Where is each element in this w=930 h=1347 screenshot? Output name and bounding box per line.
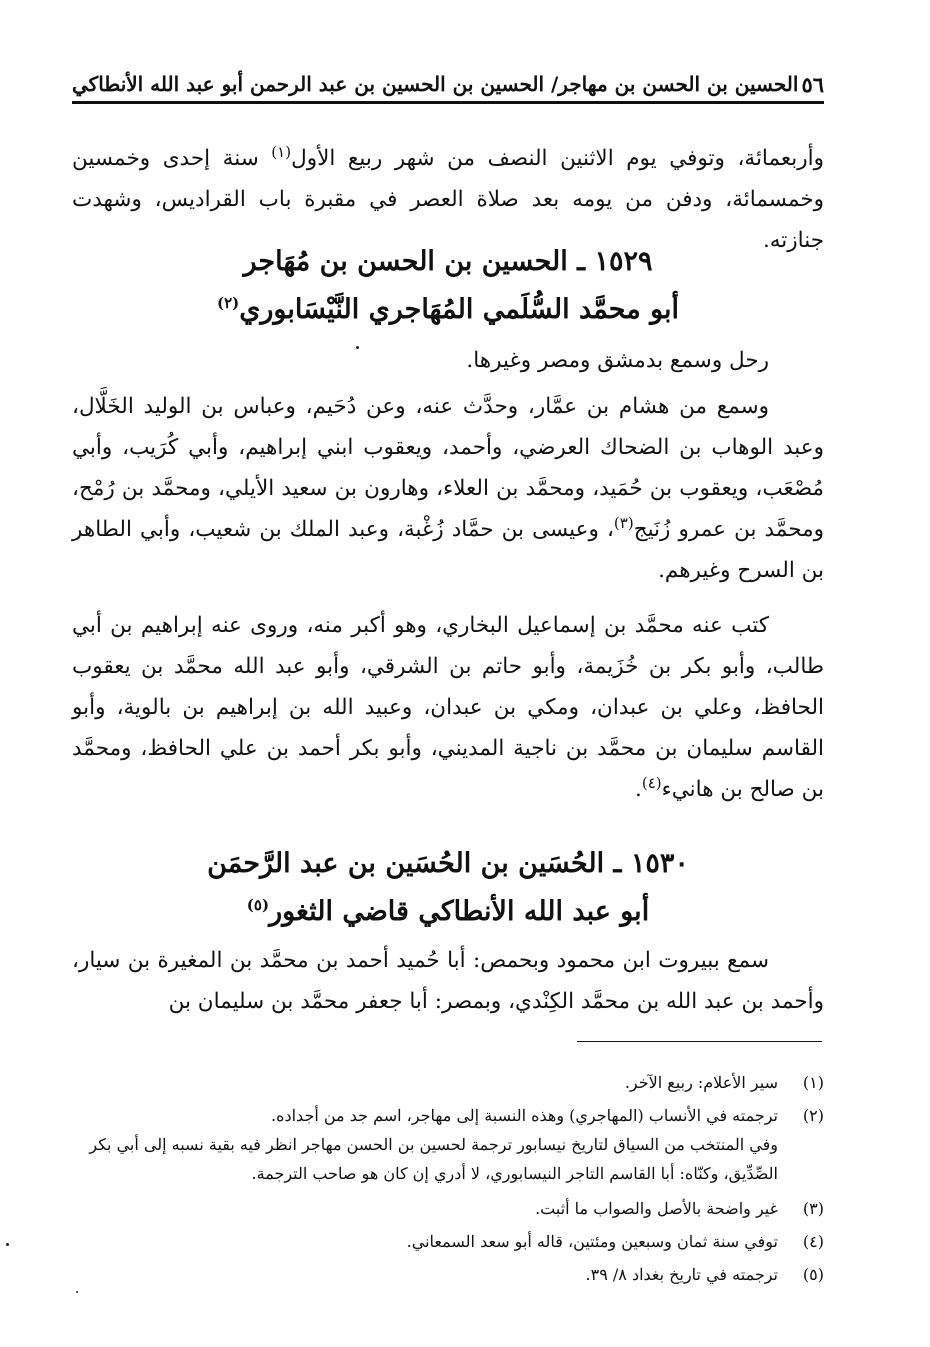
footnote-number: (١) [802, 1073, 824, 1092]
footnote-text: ترجمته في تاريخ بغداد ٨/ ٣٩. [585, 1265, 778, 1284]
entry-1529-para-1-text: رحل وسمع بدمشق ومصر وغيرها. [466, 348, 769, 373]
entry-1529-kunya: أبو محمَّد السُّلَمي المُهَاجري النَّيْسَابوري [239, 294, 680, 325]
entry-1529-heading [72, 238, 824, 334]
scan-speck [6, 1243, 9, 1246]
entry-1529-para-3 [72, 605, 824, 810]
page-header [72, 62, 824, 102]
footnote-text: توفي سنة ثمان وسبعين ومئتين، قاله أبو سعد السمعاني. [406, 1232, 778, 1251]
entry-1530-title: ١٥٣٠ ـ الحُسَين بن الحُسَين بن عبد الرَّحمَن [207, 848, 689, 879]
footnote-2 [72, 1101, 824, 1130]
footnote-number: (٢) [802, 1106, 824, 1125]
entry-1529-title: ١٥٢٩ ـ الحسين بن الحسن بن مُهَاجر [243, 246, 653, 277]
entry-1529-para-3-end: . [635, 777, 642, 802]
footnote-5 [72, 1260, 824, 1289]
footnote-number: (٥) [802, 1265, 824, 1284]
entry-1529-para-2 [72, 386, 824, 591]
footnote-text: سير الأعلام: ربيع الآخر. [624, 1073, 778, 1092]
footnote-ref-2[interactable]: (٢) [216, 294, 240, 312]
page-number: ٥٦ [801, 72, 824, 97]
entry-1530-subtitle [72, 888, 824, 936]
running-title: الحسين بن الحسن بن مهاجر/ الحسين بن الحسين بن عبد الرحمن أبو عبد الله الأنطاكي [72, 72, 799, 96]
footnote-number: (٤) [802, 1232, 824, 1251]
footnote-ref-4[interactable]: (٤) [641, 773, 662, 792]
footnotes [72, 1068, 824, 1293]
scan-speck [76, 1291, 78, 1293]
footnote-text: ترجمته في الأنساب (المهاجري) وهذه النسبة إلى مهاجر، اسم جد من أجداده. [271, 1106, 778, 1125]
intro-text-start: وأربعمائة، وتوفي يوم الاثنين النصف من شهر ربيع الأول [291, 146, 825, 171]
footnote-text: غير واضحة بالأصل والصواب ما أثبت. [535, 1199, 778, 1218]
intro-text-end: سنة إحدى وخمسين وخمسمائة، ودفن من يومه بعد صلاة العصر في مقبرة باب القراديس، وشهدت جنازته. [72, 146, 824, 253]
entry-1530-kunya: أبو عبد الله الأنطاكي قاضي الثغور [269, 896, 650, 927]
entry-1529-para-2-start: وسمع من هشام بن عمَّار، وحدَّث عنه، وعن دُحَيم، وعباس بن الوليد الخَلَّال، وعبد الوهاب بن الضحاك العرضي، وأحمد، ويعقوب ابني إبراهيم، وأبي كُرَيب، وأبي مُصْعَب، ويعقوب بن حُمَيد، ومحمَّد بن العلاء، وهارون بن سعيد الأيلي، ومحمَّد بن رُمْح، ومحمَّد بن عمرو زُنَيج [72, 394, 824, 542]
footnote-number: (٣) [802, 1199, 824, 1218]
footnote-ref-5[interactable]: (٥) [246, 896, 270, 914]
footnote-ref-3[interactable]: (٣) [613, 513, 634, 532]
entry-1530-para-1-text: سمع ببيروت ابن محمود وبحمص: أبا حُميد أحمد بن محمَّد بن المغيرة بن سيار، وأحمد بن عبد الله بن محمَّد الكِنْدي، وبمصر: أبا جعفر محمَّد بن سليمان بن [72, 948, 824, 1014]
entry-1529-para-2-end: ، وعيسى بن حمَّاد زُغْبة، وعبد الملك بن شعيب، وأبي الطاهر بن السرح وغيرهم. [72, 517, 824, 583]
footnote-ref-1[interactable]: (١) [271, 142, 292, 161]
entry-1530-para-1 [72, 940, 824, 1022]
footnote-rule [577, 1041, 822, 1042]
footnote-3 [72, 1194, 824, 1223]
footnote-2-continuation: وفي المنتخب من السياق لتاريخ نيسابور ترجمة لحسين بن الحسن مهاجر انظر فيه بقية نسبه إلى أبي بكر الصِّدِّيق، وكنّاه: أبا القاسم التاجر النيسابوري، لا أدري إن كان هو صاحب الترجمة. [89, 1135, 778, 1183]
entry-1529-subtitle [72, 286, 824, 334]
entry-1529-para-3-start: كتب عنه محمَّد بن إسماعيل البخاري، وهو أكبر منه، وروى عنه إبراهيم بن أبي طالب، وأبو بكر بن خُزَيمة، وأبو حاتم بن الشرقي، وأبو عبد الله محمَّد بن يعقوب الحافظ، وعلي بن عبدان، ومكي بن عبدان، وعبيد الله بن إبراهيم بن بالوية، وأبو القاسم سليمان بن محمَّد بن ناجية المديني، وأبو بكر أحمد بن علي الحافظ، ومحمَّد بن صالح بن هانيء [72, 613, 824, 802]
header-rule [72, 101, 824, 104]
scan-speck [356, 346, 359, 349]
entry-1530-heading [72, 840, 824, 936]
footnote-1 [72, 1068, 824, 1097]
entry-1529-para-1 [72, 340, 824, 381]
footnote-4 [72, 1227, 824, 1256]
